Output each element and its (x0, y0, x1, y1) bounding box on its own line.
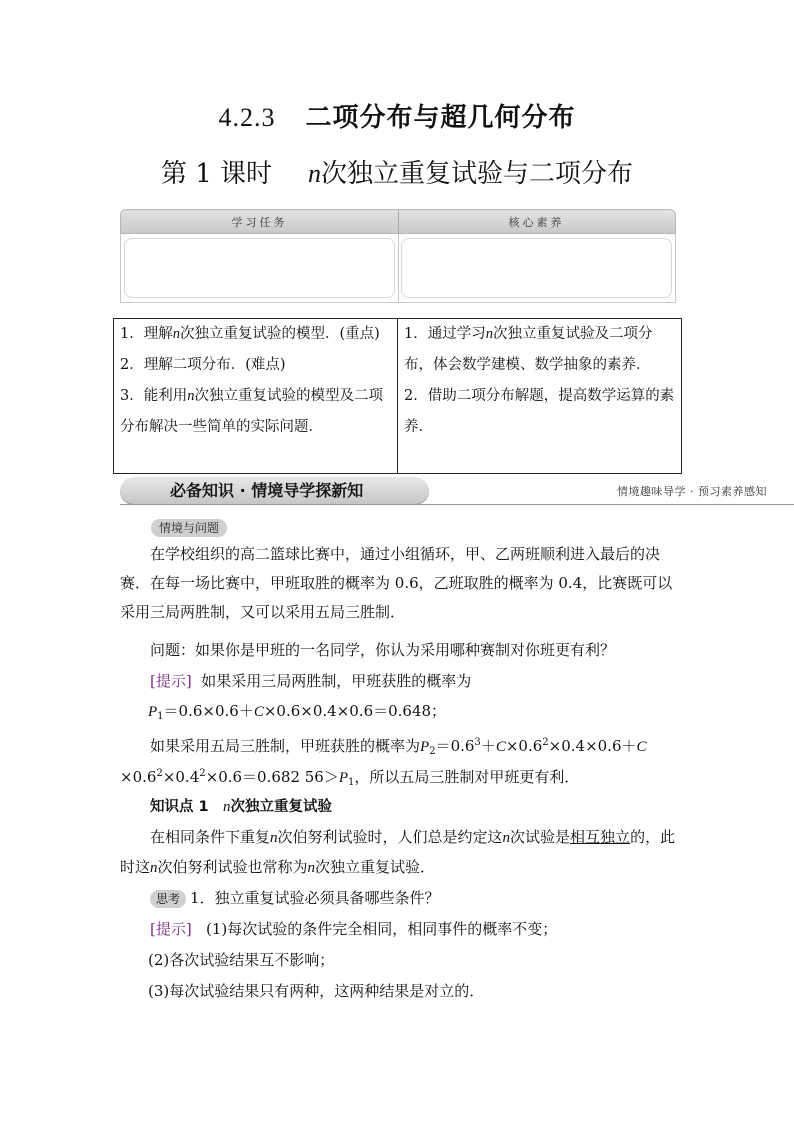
think-tag: 思考 (150, 890, 186, 908)
banner-divider (120, 504, 794, 505)
lesson-name: 次独立重复试验与二项分布 (321, 159, 634, 189)
section-title (0, 97, 794, 134)
section-name: 二项分布与超几何分布 (305, 103, 576, 133)
objectives-header-body (120, 234, 676, 303)
core-literacy-header: 核心素养 (508, 216, 565, 229)
banner-title: 必备知识 · 情境导学探新知 (170, 481, 364, 500)
task-item-2: 2．理解二项分布．(难点) (120, 357, 286, 373)
learning-tasks-header: 学习任务 (231, 216, 288, 229)
answer-line-3: (3)每次试验结果只有两种，这两种结果是对立的． (148, 982, 485, 1000)
question-paragraph: 问题：如果你是甲班的一名同学，你认为采用哪种赛制对你班更有利？ (150, 641, 616, 659)
objectives-header-bar (120, 209, 676, 234)
core-literacy-empty-cell (401, 238, 672, 298)
knowledge-point-1-text: 在相同条件下重复n次伯努利试验时，人们总是约定这n次试验是相互独立的，此时这n次伯努利试验也常称为n次独立重复试验． (120, 828, 676, 876)
think-question: 思考 1．独立重复试验必须具备哪些条件？ (120, 884, 676, 913)
hint-label: [提示] (150, 672, 192, 690)
section-number: 4.2.3 (218, 103, 276, 132)
lesson-number: 第 1 课时 (160, 159, 273, 189)
banner-subtitle: 情境趣味导学 · 预习素养感知 (617, 485, 767, 498)
content-divider (397, 319, 398, 473)
task-item-1: 1．理解n次独立重复试验的模型．(重点) (120, 326, 380, 342)
learning-tasks-empty-cell (124, 238, 395, 298)
literacy-item-2: 2．借助二项分布解题，提高数学运算的素养． (404, 388, 675, 435)
hint-line (120, 667, 676, 696)
lesson-variable: n (308, 159, 322, 188)
body-divider (398, 234, 399, 302)
formula-p2-line1: 如果采用五局三胜制，甲班获胜的概率为$P_2=0.6^3+C\times 0.6^2\times 0.4\times 0.6+C$ (150, 737, 647, 757)
section-banner (120, 477, 429, 505)
objectives-header-table (120, 209, 676, 303)
core-literacy-list (404, 319, 676, 443)
literacy-item-1: 1．通过学习n次独立重复试验及二项分布，体会数学建模、数学抽象的素养． (404, 326, 653, 373)
hint-text: 如果采用三局两胜制，甲班获胜的概率为 (201, 672, 472, 690)
scenario-paragraph: 在学校组织的高二篮球比赛中，通过小组循环，甲、乙两班顺利进入最后的决赛．在每一场比赛中，甲班取胜的概率为 0.6，乙班取胜的概率为 0.4，比赛既可以采用三局两胜制，又可以采用五局三胜制． (120, 545, 673, 621)
objectives-content-table (113, 318, 682, 474)
task-item-3: 3．能利用n次独立重复试验的模型及二项分布解决一些简单的实际问题． (120, 388, 383, 435)
learning-tasks-list (120, 319, 396, 443)
answer-line-1: [提示] (1)每次试验的条件完全相同，相同事件的概率不变； (150, 920, 558, 938)
knowledge-point-1-title: 知识点 1 n次独立重复试验 (150, 799, 332, 815)
formula-p2-line2: $\times 0.6^2\times 0.4^2\times 0.6=0.682$ $56>P_1$，所以五局三胜制对甲班更有利． (120, 768, 580, 788)
answer-line-2: (2)各次试验结果互不影响； (148, 951, 335, 969)
lesson-title (0, 153, 794, 190)
context-tag: 情境与问题 (151, 519, 227, 537)
formula-p1: $P_1=0.6\times 0.6+C\times 0.6\times 0.4\times 0.6=0.648$； (148, 702, 447, 722)
